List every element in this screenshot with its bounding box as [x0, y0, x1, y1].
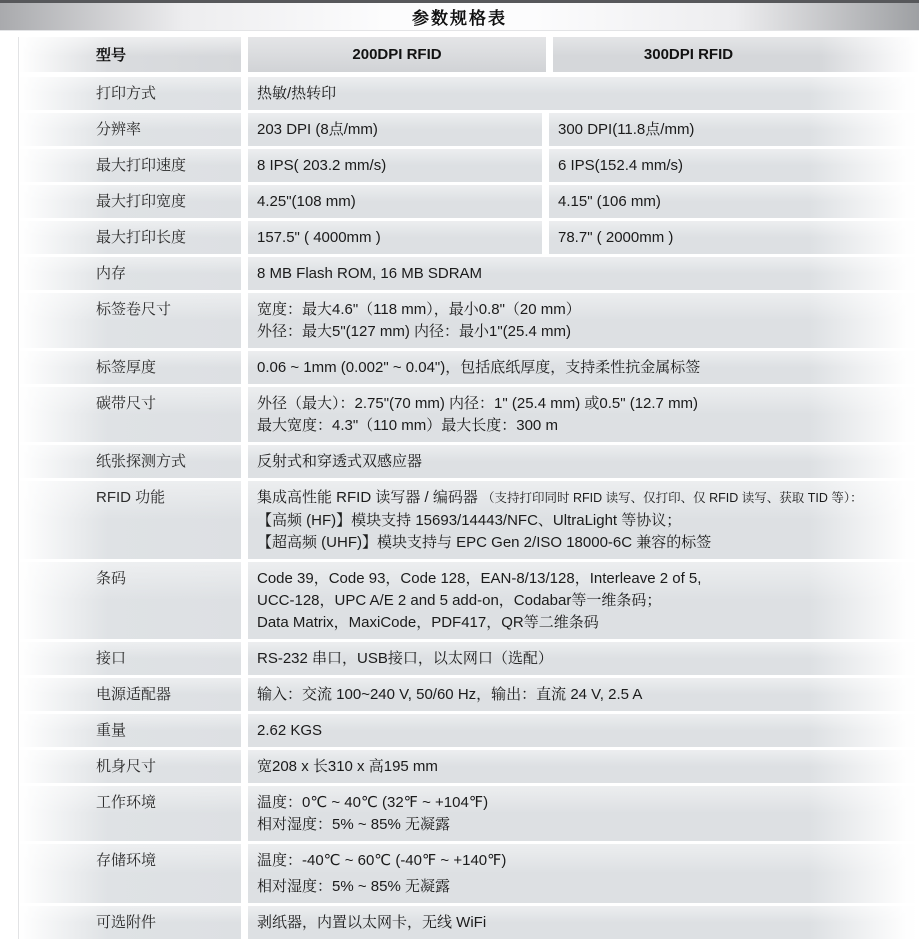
value-line: 最大宽度：4.3"（110 mm）最大长度：300 m [257, 417, 558, 434]
row-value [248, 562, 919, 639]
row-label: 可选附件 [19, 906, 241, 939]
spec-row-interface [19, 642, 919, 675]
row-label: 最大打印长度 [19, 221, 241, 254]
row-label: 分辨率 [19, 113, 241, 146]
value-line: 外径：最大5"(127 mm) 内径：最小1"(25.4 mm) [257, 323, 572, 340]
header-col-200dpi: 200DPI RFID [248, 37, 546, 72]
row-label: 电源适配器 [19, 678, 241, 711]
row-value: 剥纸器，内置以太网卡，无线 WiFi [248, 906, 919, 939]
row-value: 热敏/热转印 [248, 77, 919, 110]
spec-table [18, 37, 919, 939]
row-label: 重量 [19, 714, 241, 747]
rfid-main-text: 集成高性能 RFID 读写器 / 编码器 [257, 489, 483, 506]
spec-row-barcodes [19, 562, 919, 639]
row-value: RS-232 串口，USB接口，以太网口（选配） [248, 642, 919, 675]
spec-row-max-width [19, 185, 919, 218]
spec-row-operating-environment [19, 786, 919, 841]
value-line: 温度：-40℃ ~ 60℃ (-40℉ ~ +140℉) [257, 852, 507, 869]
row-label: 标签卷尺寸 [19, 293, 241, 348]
row-label: 条码 [19, 562, 241, 639]
value-line: UCC-128，UPC A/E 2 and 5 add-on，Codabar等一维条码； [257, 592, 662, 609]
row-value-300dpi: 300 DPI(11.8点/mm) [549, 113, 919, 146]
row-label: 最大打印宽度 [19, 185, 241, 218]
row-label: 打印方式 [19, 77, 241, 110]
row-label: 最大打印速度 [19, 149, 241, 182]
spec-row-weight [19, 714, 919, 747]
row-label: 纸张探测方式 [19, 445, 241, 478]
value-line: 相对湿度：5% ~ 85% 无凝露 [257, 878, 450, 895]
row-label: 标签厚度 [19, 351, 241, 384]
title-banner [0, 0, 919, 31]
value-line [257, 488, 913, 508]
spec-row-optional-accessories [19, 906, 919, 939]
page-title: 参数规格表 [412, 9, 507, 28]
row-label: 接口 [19, 642, 241, 675]
row-label: 存储环境 [19, 844, 241, 903]
value-line: 【高频 (HF)】模块支持 15693/14443/NFC、UltraLight 等协议； [257, 512, 682, 529]
value-line: 相对湿度：5% ~ 85% 无凝露 [257, 816, 450, 833]
row-value: 反射式和穿透式双感应器 [248, 445, 919, 478]
row-value: 宽208 x 长310 x 高195 mm [248, 750, 919, 783]
spec-row-max-length [19, 221, 919, 254]
row-label: 工作环境 [19, 786, 241, 841]
spec-row-storage-environment [19, 844, 919, 903]
header-model-label: 型号 [19, 37, 241, 72]
row-value-300dpi: 6 IPS(152.4 mm/s) [549, 149, 919, 182]
row-value-200dpi: 4.25"(108 mm) [248, 185, 542, 218]
row-value [248, 293, 919, 348]
value-line: 温度：0℃ ~ 40℃ (32℉ ~ +104℉) [257, 794, 489, 811]
value-line: Code 39，Code 93，Code 128，EAN-8/13/128，Interleave 2 of 5, [257, 570, 702, 587]
row-value-300dpi: 4.15" (106 mm) [549, 185, 919, 218]
row-value [248, 387, 919, 442]
row-label: 碳带尺寸 [19, 387, 241, 442]
row-label: RFID 功能 [19, 481, 241, 559]
value-line: 外径（最大）：2.75"(70 mm) 内径：1" (25.4 mm) 或0.5" (12.7 mm) [257, 395, 699, 412]
rfid-note-text: （支持打印同时 RFID 读写、仅打印、仅 RFID 读写、获取 TID 等）： [482, 491, 863, 505]
spec-row-memory [19, 257, 919, 290]
spec-row-dimensions [19, 750, 919, 783]
table-header-row [19, 37, 919, 72]
row-value-200dpi: 157.5" ( 4000mm ) [248, 221, 542, 254]
row-value: 2.62 KGS [248, 714, 919, 747]
row-value: 8 MB Flash ROM, 16 MB SDRAM [248, 257, 919, 290]
spec-row-max-speed [19, 149, 919, 182]
value-line: 宽度：最大4.6"（118 mm），最小0.8"（20 mm） [257, 301, 581, 318]
row-value-200dpi: 8 IPS( 203.2 mm/s) [248, 149, 542, 182]
spec-row-resolution [19, 113, 919, 146]
row-value: 输入：交流 100~240 V, 50/60 Hz，输出：直流 24 V, 2.5 A [248, 678, 919, 711]
spec-row-media-sensor [19, 445, 919, 478]
spec-row-label-thickness [19, 351, 919, 384]
row-value-300dpi: 78.7" ( 2000mm ) [549, 221, 919, 254]
row-value: 0.06 ~ 1mm (0.002" ~ 0.04")，包括底纸厚度，支持柔性抗金属标签 [248, 351, 919, 384]
row-value-200dpi: 203 DPI (8点/mm) [248, 113, 542, 146]
row-label: 机身尺寸 [19, 750, 241, 783]
spec-row-print-method [19, 77, 919, 110]
header-col-300dpi: 300DPI RFID [553, 37, 919, 72]
row-value [248, 844, 919, 903]
spec-row-ribbon-size [19, 387, 919, 442]
value-line: 【超高频 (UHF)】模块支持与 EPC Gen 2/ISO 18000-6C 兼容的标签 [257, 534, 712, 551]
row-value [248, 481, 919, 559]
spec-row-rfid-function [19, 481, 919, 559]
spec-row-power-adapter [19, 678, 919, 711]
row-label: 内存 [19, 257, 241, 290]
row-value [248, 786, 919, 841]
value-line: Data Matrix，MaxiCode，PDF417，QR等二维条码 [257, 614, 599, 631]
spec-row-label-roll-size [19, 293, 919, 348]
